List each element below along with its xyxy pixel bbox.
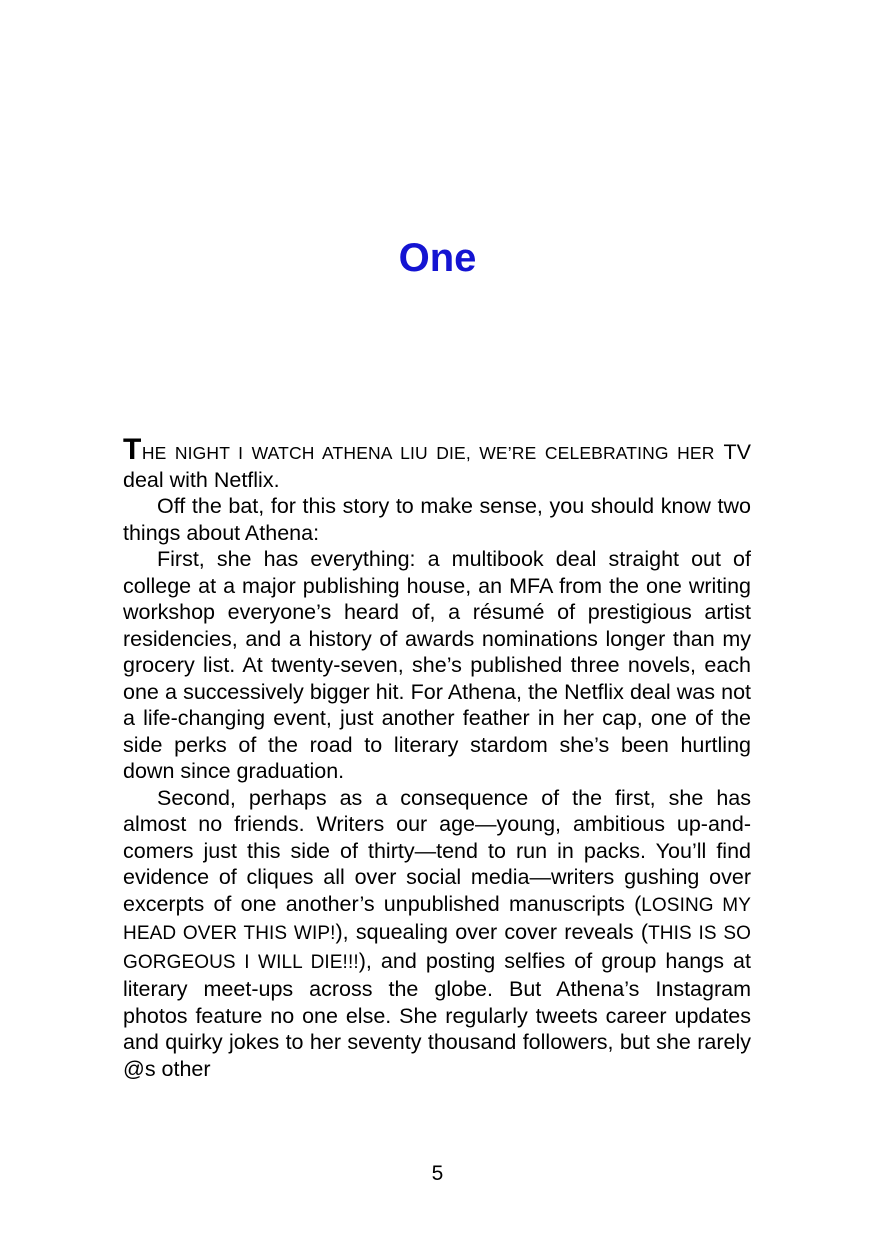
paragraph-3: First, she has everything: a multibook deal straight out of college at a major publishing house, an MFA from the one writing workshop everyone’s heard of, a résumé of prestigious artist residencies, and a history of awards nominations longer than my grocery list. At twenty-seven, she’s published three novels, each one a successively bigger hit. For Athena, the Netflix deal was not a life-changing event, just another feather in her cap, one of the side perks of the road to literary stardom she’s been hurtling down since graduation. <box>123 547 751 783</box>
opening-small-caps-run: HE NIGHT I WATCH ATHENA LIU DIE, WE’RE CELEBRATING HER <box>141 443 715 463</box>
paragraph-4-segment-3: ), and posting selfies of group hangs at literary meet-ups across the globe. But Athena’s Instagram photos feature no one else. She regularly tweets career updates and quirky jokes to her seventy thousand followers, but she rarely @s other <box>123 948 751 1081</box>
paragraph-4-segment-1: Second, perhaps as a consequence of the first, she has almost no friends. Writers our age—young, ambitious up-and-comers just this side of thirty—tend to run in packs. You’ll find evidence of cliques all over social media—writers gushing over excerpts of one another’s unpublished manuscripts ( <box>123 785 751 916</box>
drop-cap-letter: T <box>123 433 142 466</box>
paragraph-4-caps-gorgeous: THIS IS SO GORGEOUS I WILL DIE!!! <box>123 923 751 973</box>
paragraph-4-caps-wip: LOSING MY HEAD OVER THIS WIP! <box>123 894 751 944</box>
paragraph-4 <box>123 785 751 1083</box>
paragraph-2: Off the bat, for this story to make sense, you should know two things about Athena: <box>123 494 751 545</box>
paragraph-4-segment-2: ), squealing over cover reveals ( <box>335 920 649 944</box>
paragraph-1-remainder: TV deal with Netflix. <box>123 440 751 492</box>
paragraph-1 <box>123 433 751 493</box>
page-number: 5 <box>431 1162 444 1185</box>
chapter-title: One <box>398 236 477 280</box>
body-text-block <box>123 433 751 1082</box>
